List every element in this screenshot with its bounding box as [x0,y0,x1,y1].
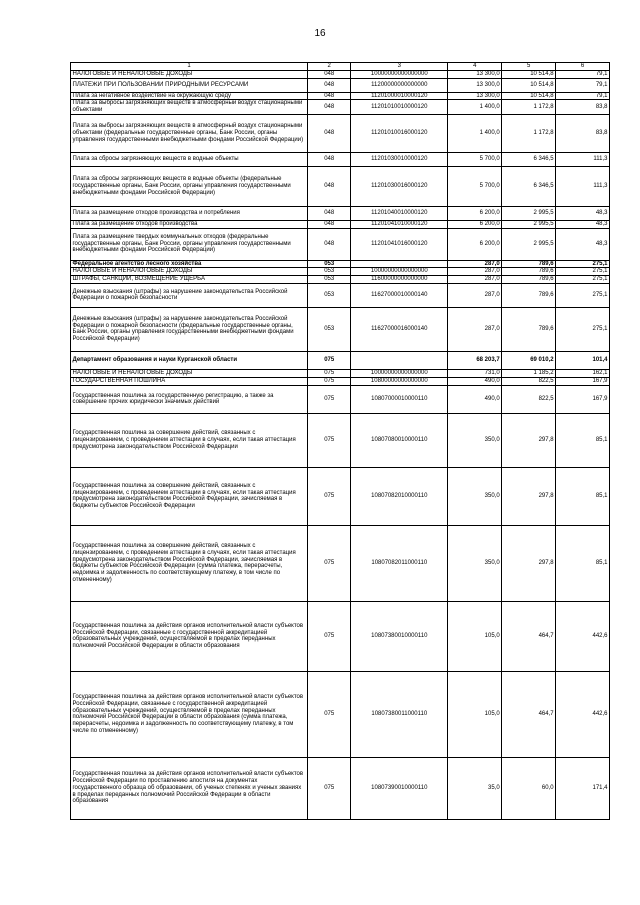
table-row [71,260,610,268]
execution-percent: 79,1 [556,92,610,100]
actual-amount: 60,0 [502,757,556,819]
table-row [71,757,610,819]
admin-code: 048 [308,92,351,100]
execution-percent: 275,1 [556,260,610,268]
item-name: Государственная пошлина за совершение действий, связанных с лицензированием, с проведением аттестации в случаях, если такая аттестация предусмотрена законодательством Российской Федерации, зачисляемая в бюджеты субъектов Российской Федерации (сумма платежа, перерасчеты, недоимка и задолженность по соответствующему платежу, в том числе по отмененному) [71,525,308,601]
table-row [71,114,610,152]
actual-amount: 789,6 [502,260,556,268]
admin-code: 075 [308,385,351,413]
plan-amount: 350,0 [448,413,502,467]
budget-classification-code: 11627000010000140 [351,283,448,307]
actual-amount: 297,8 [502,525,556,601]
actual-amount: 789,6 [502,283,556,307]
table-body [71,71,610,820]
execution-percent: 167,9 [556,385,610,413]
plan-amount: 287,0 [448,283,502,307]
actual-amount: 2 995,5 [502,228,556,260]
table-row [71,377,610,385]
admin-code: 075 [308,757,351,819]
budget-classification-code: 11201041016000120 [351,228,448,260]
budget-classification-code [351,260,448,268]
item-name: Государственная пошлина за совершение действий, связанных с лицензированием, с проведением аттестации в случаях, если такая аттестация предусмотрена законодательством Российской Федерации [71,413,308,467]
budget-classification-code: 10000000000000000 [351,369,448,377]
plan-amount: 731,0 [448,369,502,377]
actual-amount: 789,6 [502,268,556,276]
item-name: ПЛАТЕЖИ ПРИ ПОЛЬЗОВАНИИ ПРИРОДНЫМИ РЕСУРСАМИ [71,78,308,92]
plan-amount: 6 200,0 [448,228,502,260]
budget-classification-code: 11201030010000120 [351,152,448,166]
item-name: Государственная пошлина за действия органов исполнительной власти субъектов Российской Федерации, связанные с государственной аккредитацией образовательных учреждений, осуществляемой в пределах переданных полномочий Российской Федерации в области образования [71,601,308,671]
item-name: Плата за негативное воздействие на окружающую среду [71,92,308,100]
admin-code: 048 [308,166,351,206]
plan-amount: 490,0 [448,377,502,385]
budget-classification-code: 10000000000000000 [351,71,448,79]
plan-amount: 287,0 [448,260,502,268]
item-name: Государственная пошлина за действия органов исполнительной власти субъектов Российской Федерации, связанные с государственной аккредитацией образовательных учреждений, осуществляемой в пределах переданных полномочий Российской Федерации в области образования (сумма платежа, перерасчеты, недоимка и задолженность по соответствующему платежу, в том числе по отмененному) [71,671,308,757]
column-number: 5 [502,63,556,71]
budget-classification-code: 10807080010000110 [351,413,448,467]
table-row [71,78,610,92]
actual-amount: 464,7 [502,671,556,757]
admin-code: 048 [308,78,351,92]
plan-amount: 13 300,0 [448,78,502,92]
item-name: Плата за размещение отходов производства [71,220,308,228]
budget-classification-code: 10807082011000110 [351,525,448,601]
execution-percent: 48,3 [556,220,610,228]
table-row [71,351,610,369]
item-name: Плата за размещение твердых коммунальных отходов (федеральные государственные органы, Банк России, органы управления государственными внебюджетными фондами Российской Федерации) [71,228,308,260]
item-name: НАЛОГОВЫЕ И НЕНАЛОГОВЫЕ ДОХОДЫ [71,268,308,276]
execution-percent: 442,6 [556,671,610,757]
admin-code: 053 [308,307,351,351]
execution-percent: 442,6 [556,601,610,671]
admin-code: 075 [308,671,351,757]
table-row [71,307,610,351]
execution-percent: 79,1 [556,78,610,92]
budget-classification-code: 11627000016000140 [351,307,448,351]
item-name: Государственная пошлина за государственную регистрацию, а также за совершение прочих юридически значимых действий [71,385,308,413]
actual-amount: 1 172,8 [502,100,556,114]
budget-classification-code: 11600000000000000 [351,276,448,284]
budget-classification-code: 10807000010000110 [351,385,448,413]
execution-percent: 162,1 [556,369,610,377]
actual-amount: 822,5 [502,377,556,385]
execution-percent: 85,1 [556,525,610,601]
budget-classification-code: 11201010016000120 [351,114,448,152]
table-row [71,413,610,467]
plan-amount: 5 700,0 [448,166,502,206]
table-row [71,283,610,307]
execution-percent: 275,1 [556,283,610,307]
item-name: НАЛОГОВЫЕ И НЕНАЛОГОВЫЕ ДОХОДЫ [71,369,308,377]
admin-code: 075 [308,351,351,369]
plan-amount: 35,0 [448,757,502,819]
admin-code: 075 [308,413,351,467]
admin-code: 048 [308,114,351,152]
execution-percent: 275,1 [556,276,610,284]
actual-amount: 789,6 [502,307,556,351]
table-row [71,385,610,413]
revenue-table [70,62,610,820]
table-row [71,92,610,100]
budget-classification-code: 10807380011000110 [351,671,448,757]
admin-code: 048 [308,71,351,79]
execution-percent: 111,3 [556,152,610,166]
admin-code: 053 [308,283,351,307]
table-row [71,152,610,166]
execution-percent: 79,1 [556,71,610,79]
admin-code: 048 [308,220,351,228]
plan-amount: 287,0 [448,268,502,276]
execution-percent: 275,1 [556,268,610,276]
item-name: Денежные взыскания (штрафы) за нарушение законодательства Российской Федерации о пожарной безопасности (федеральные государственные органы, Банк России, органы управления государственными внебюджетными фондами Российской Федерации) [71,307,308,351]
column-number-row [71,63,610,71]
item-name: Плата за сбросы загрязняющих веществ в водные объекты [71,152,308,166]
plan-amount: 6 200,0 [448,220,502,228]
plan-amount: 490,0 [448,385,502,413]
budget-classification-code: 10807390010000110 [351,757,448,819]
plan-amount: 350,0 [448,467,502,525]
admin-code: 053 [308,268,351,276]
item-name: ШТРАФЫ, САНКЦИИ, ВОЗМЕЩЕНИЕ УЩЕРБА [71,276,308,284]
execution-percent: 101,4 [556,351,610,369]
table-row [71,166,610,206]
admin-code: 048 [308,152,351,166]
table-row [71,467,610,525]
actual-amount: 2 995,5 [502,220,556,228]
admin-code: 053 [308,276,351,284]
table-row [71,268,610,276]
column-number: 6 [556,63,610,71]
budget-classification-code: 11201041010000120 [351,220,448,228]
actual-amount: 789,6 [502,276,556,284]
actual-amount: 6 346,5 [502,152,556,166]
plan-amount: 5 700,0 [448,152,502,166]
table-row [71,220,610,228]
admin-code: 048 [308,206,351,220]
execution-percent: 171,4 [556,757,610,819]
page-number: 16 [314,28,326,39]
table-row [71,525,610,601]
actual-amount: 297,8 [502,467,556,525]
item-name: Департамент образования и науки Курганской области [71,351,308,369]
plan-amount: 350,0 [448,525,502,601]
column-number: 1 [71,63,308,71]
actual-amount: 69 010,2 [502,351,556,369]
table-row [71,100,610,114]
execution-percent: 85,1 [556,467,610,525]
plan-amount: 287,0 [448,307,502,351]
admin-code: 048 [308,100,351,114]
execution-percent: 85,1 [556,413,610,467]
item-name: Плата за выбросы загрязняющих веществ в атмосферный воздух стационарными объектами (федеральные государственные органы, Банк России, органы управления государственными внебюджетными фондами Российской Федерации) [71,114,308,152]
budget-classification-code: 10807380010000110 [351,601,448,671]
table-row [71,671,610,757]
execution-percent: 48,3 [556,206,610,220]
item-name: Плата за сбросы загрязняющих веществ в водные объекты (федеральные государственные органы, Банк России, органы управления государственными внебюджетными фондами Российской Федерации) [71,166,308,206]
actual-amount: 822,5 [502,385,556,413]
column-number: 4 [448,63,502,71]
column-number: 2 [308,63,351,71]
table-row [71,71,610,79]
actual-amount: 6 346,5 [502,166,556,206]
actual-amount: 1 185,2 [502,369,556,377]
budget-classification-code: 11201030016000120 [351,166,448,206]
execution-percent: 83,8 [556,100,610,114]
item-name: Денежные взыскания (штрафы) за нарушение законодательства Российской Федерации о пожарной безопасности [71,283,308,307]
item-name: Федеральное агентство лесного хозяйства [71,260,308,268]
admin-code: 075 [308,601,351,671]
column-number: 3 [351,63,448,71]
admin-code: 075 [308,525,351,601]
plan-amount: 105,0 [448,601,502,671]
budget-classification-code: 11200000000000000 [351,78,448,92]
admin-code: 075 [308,377,351,385]
table-row [71,276,610,284]
admin-code: 048 [308,228,351,260]
item-name: Плата за выбросы загрязняющих веществ в атмосферный воздух стационарными объектами [71,100,308,114]
execution-percent: 48,3 [556,228,610,260]
budget-classification-code: 10807082010000110 [351,467,448,525]
execution-percent: 83,8 [556,114,610,152]
item-name: Государственная пошлина за совершение действий, связанных с лицензированием, с проведением аттестации в случаях, если такая аттестация предусмотрена законодательством Российской Федерации, зачисляемая в бюджеты субъектов Российской Федерации [71,467,308,525]
plan-amount: 287,0 [448,276,502,284]
plan-amount: 13 300,0 [448,92,502,100]
budget-classification-code: 11201040010000120 [351,206,448,220]
plan-amount: 105,0 [448,671,502,757]
actual-amount: 2 995,5 [502,206,556,220]
budget-classification-code: 11201010010000120 [351,100,448,114]
budget-classification-code: 10800000000000000 [351,377,448,385]
item-name: Плата за размещение отходов производства и потребления [71,206,308,220]
item-name: ГОСУДАРСТВЕННАЯ ПОШЛИНА [71,377,308,385]
actual-amount: 10 514,8 [502,92,556,100]
table-row [71,206,610,220]
item-name: Государственная пошлина за действия органов исполнительной власти субъектов Российской Федерации по проставлению апостиля на документах государственного образца об образовании, об ученых степенях и ученых званиях в пределах переданных полномочий Российской Федерации в области образования [71,757,308,819]
table-row [71,369,610,377]
budget-classification-code: 10000000000000000 [351,268,448,276]
actual-amount: 1 172,8 [502,114,556,152]
admin-code: 075 [308,369,351,377]
actual-amount: 297,8 [502,413,556,467]
admin-code: 075 [308,467,351,525]
admin-code: 053 [308,260,351,268]
actual-amount: 10 514,8 [502,71,556,79]
plan-amount: 6 200,0 [448,206,502,220]
table-row [71,601,610,671]
budget-classification-code: 11201000010000120 [351,92,448,100]
plan-amount: 13 300,0 [448,71,502,79]
actual-amount: 10 514,8 [502,78,556,92]
plan-amount: 68 203,7 [448,351,502,369]
execution-percent: 167,9 [556,377,610,385]
actual-amount: 464,7 [502,601,556,671]
execution-percent: 111,3 [556,166,610,206]
execution-percent: 275,1 [556,307,610,351]
table-row [71,228,610,260]
plan-amount: 1 400,0 [448,114,502,152]
budget-classification-code [351,351,448,369]
plan-amount: 1 400,0 [448,100,502,114]
item-name: НАЛОГОВЫЕ И НЕНАЛОГОВЫЕ ДОХОДЫ [71,71,308,79]
